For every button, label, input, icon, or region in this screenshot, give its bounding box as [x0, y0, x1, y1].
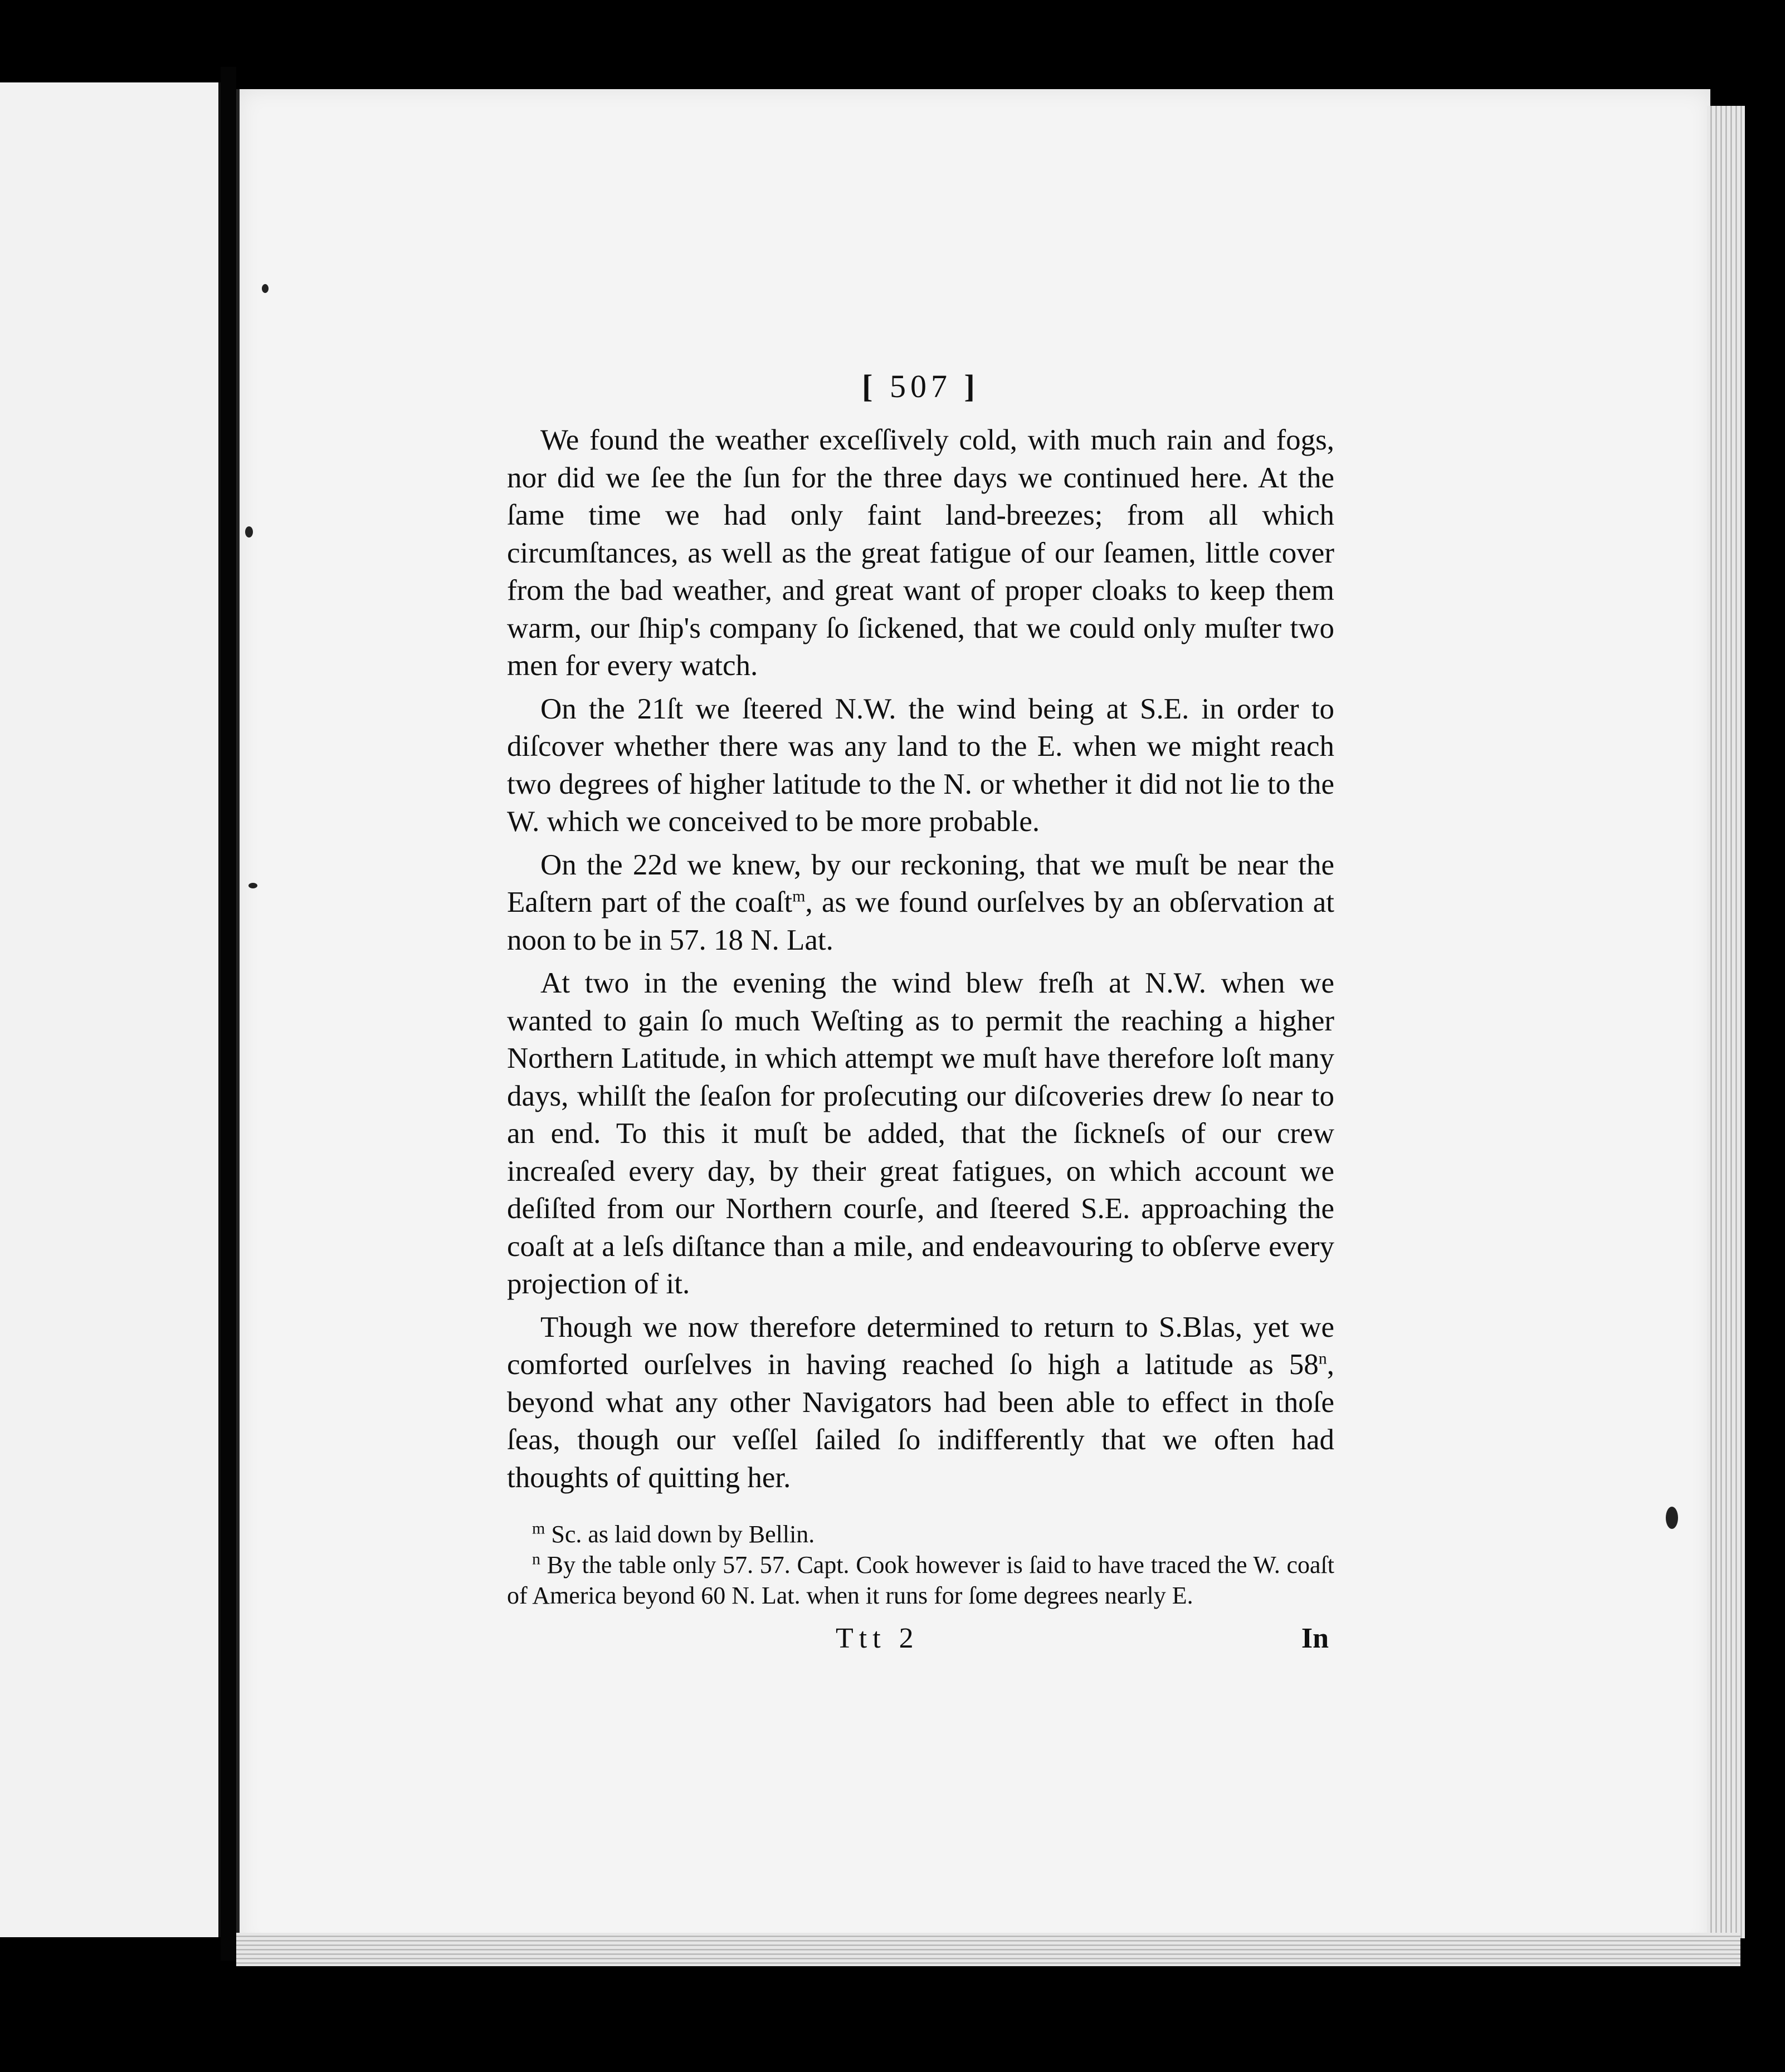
paragraph-21st: On the 21ſt we ſteered N.W. the wind being at S.E. in order to diſcover whether there was any land to the E. when we might reach two degrees of higher latitude to the N. or whether it did not lie to the W. which we conceived to be more probable. [507, 692, 1334, 838]
paragraph-text: On the 22d we knew, by our reckoning, that we muſt be near the Eaſtern part of the coaſt [507, 848, 1334, 918]
paragraph-text: , beyond what any other Navigators had been able to effect in thoſe ſeas, though our veſſel ſailed ſo indifferently that we often had thoughts of quitting her. [507, 1348, 1334, 1494]
paragraph-text: Though we now therefore determined to return to S.Blas, yet we comforted ourſelves in having reached ſo high a latitude as 58 [507, 1311, 1334, 1381]
page-bottom-edge [236, 1933, 1740, 1966]
ink-speck [262, 284, 269, 293]
page-number-header [507, 368, 1334, 405]
signature-mark: Ttt 2 [836, 1623, 919, 1654]
footnote-marker: n [532, 1550, 540, 1568]
facing-page-edge [0, 82, 221, 1937]
page-footer [507, 1622, 1334, 1661]
footnote-ref-m: m [792, 887, 806, 906]
footnote-text: By the table only 57. 57. Capt. Cook however is ſaid to have traced the W. coaſt of America beyond 60 N. Lat. when it runs for ſome degrees nearly E. [507, 1551, 1335, 1609]
footnote [507, 1550, 1334, 1611]
catchword: In [1301, 1623, 1329, 1654]
footnote-text: Sc. as laid down by Bellin. [551, 1521, 815, 1548]
page-stack-edge [1707, 106, 1745, 1938]
page-number: 507 [890, 368, 952, 404]
page-content [507, 368, 1334, 1661]
paragraph-22d [507, 847, 1334, 960]
book-gutter [221, 67, 236, 1961]
paragraph-return [507, 1309, 1334, 1497]
paragraph-evening: At two in the evening the wind blew freſh at N.W. when we wanted to gain ſo much Weſting as to permit the reaching a higher Northern Latitude, in which attempt we muſt have therefore loſt many days, whilſt the ſeaſon for proſecuting our diſcoveries drew ſo near to an end. To this it muſt be added, that the ſickneſs of our crew increaſed every day, by their great fatigues, on which account we deſiſted from our Northern courſe, and ſteered S.E. approaching the coaſt at a leſs diſtance than a mile, and endeavouring to obſerve every projection of it. [507, 967, 1334, 1300]
ink-speck [245, 526, 253, 537]
header-open-bracket: [ [862, 368, 877, 404]
ink-speck [248, 883, 257, 888]
footnote-ref-n: n [1318, 1349, 1327, 1368]
footnote-marker: m [532, 1519, 545, 1538]
paragraph-weather: We found the weather exceſſively cold, with much rain and fogs, nor did we ſee the ſun for the three days we continued here. At the ſame time we had only faint land-breezes; from all which circumſtances, as well as the great fatigue of our ſeamen, little cover from the bad weather, and great want of proper cloaks to keep them warm, our ſhip's company ſo ſickened, that we could only muſter two men for every watch. [507, 424, 1334, 682]
ink-speck [1666, 1507, 1678, 1529]
paragraph-text: , as we found ourſelves by an obſervation at noon to be in 57. 18 N. Lat. [507, 886, 1334, 956]
footnote [507, 1519, 1334, 1550]
header-close-bracket: ] [964, 368, 979, 404]
footnotes [507, 1519, 1334, 1611]
